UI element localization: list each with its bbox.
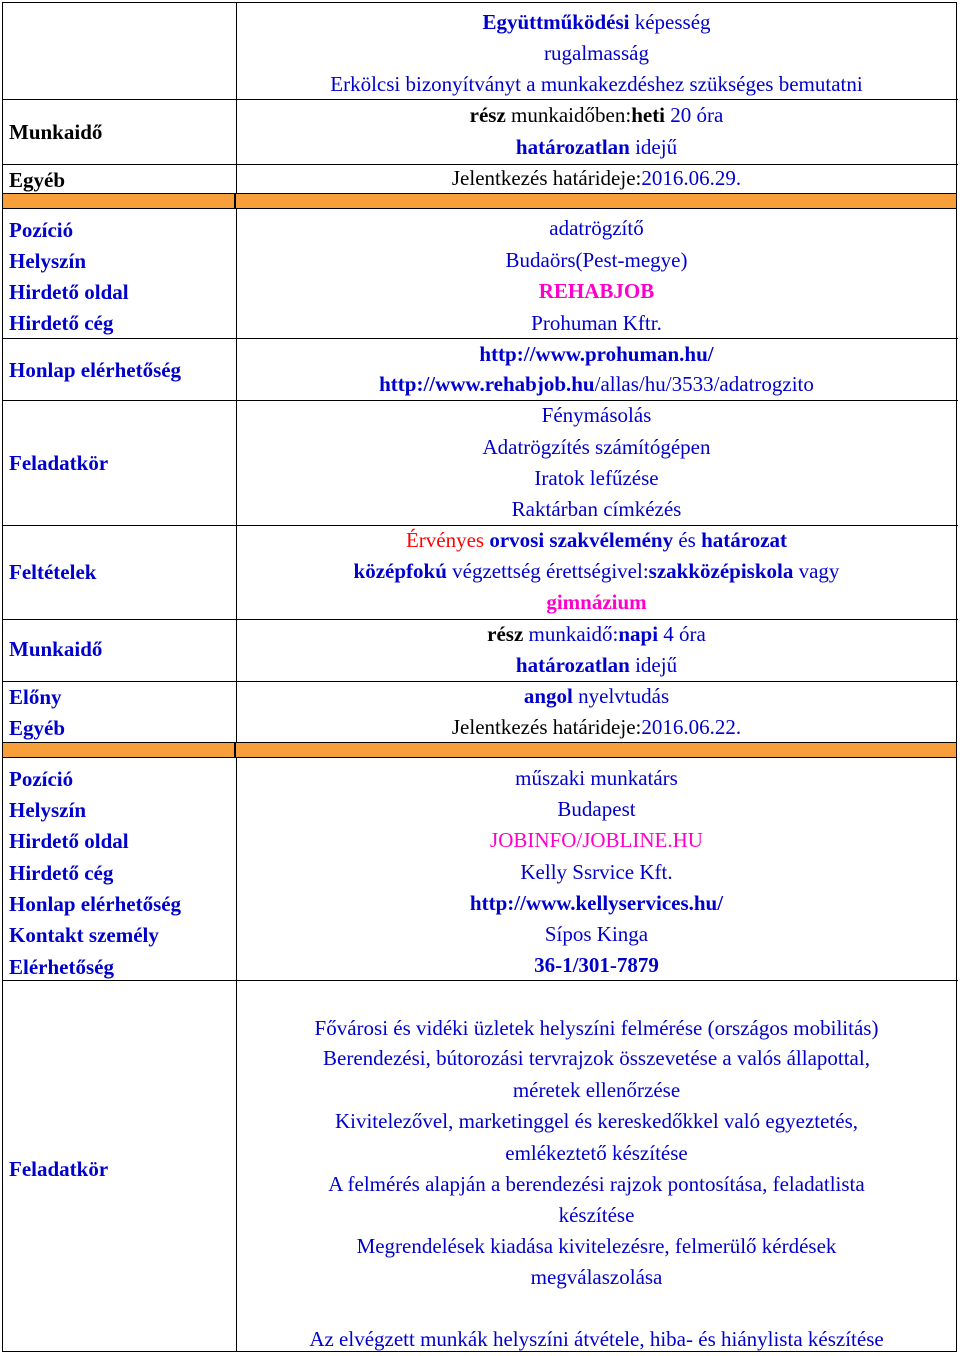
value-line — [237, 72, 956, 96]
value-line — [237, 1141, 956, 1165]
value-line — [237, 435, 956, 459]
text-run: emlékeztető készítése — [505, 1141, 688, 1165]
text-run: http://www.kellyservices.hu/ — [469, 891, 724, 915]
value-line — [237, 891, 956, 915]
label-pozicio: Pozíció — [9, 218, 74, 242]
value-line — [237, 311, 956, 335]
text-run: munkaidőben: — [505, 103, 632, 127]
text-run: határozatlan — [515, 653, 630, 677]
label-egyeb: Egyéb — [9, 168, 66, 192]
text-run: Berendezési, bútorozási tervrajzok összevetése a valós állapottal, — [323, 1046, 870, 1070]
text-run: és — [673, 528, 702, 552]
label-elerhetoseg: Elérhetőség — [9, 955, 114, 979]
value-line — [237, 103, 956, 127]
value-line — [237, 1016, 956, 1040]
text-run: 20 óra — [665, 103, 724, 127]
text-run: angol — [523, 684, 573, 708]
value-line — [237, 653, 956, 677]
value-line — [237, 166, 956, 190]
text-run: szakközépiskola — [648, 559, 794, 583]
value-line — [237, 860, 956, 884]
text-run: Jelentkezés határideje: — [451, 715, 642, 739]
text-run: rész — [469, 103, 506, 127]
value-line — [237, 1046, 956, 1070]
label-elony: Előny — [9, 685, 62, 709]
text-run: 36-1/301-7879 — [534, 953, 659, 977]
label-hirdeto-oldal: Hirdető oldal — [9, 280, 129, 304]
text-run: Együttműködési — [482, 10, 630, 34]
value-line — [237, 766, 956, 790]
text-run: készítése — [558, 1203, 635, 1227]
value-line — [237, 372, 956, 396]
text-run: napi — [618, 622, 659, 646]
label-hirdeto-ceg: Hirdető cég — [9, 861, 114, 885]
text-run: munkaidő: — [523, 622, 619, 646]
value-line — [237, 622, 956, 646]
text-run: Adatrögzítés számítógépen — [482, 435, 711, 459]
row-separator — [3, 338, 958, 339]
text-run: gimnázium — [546, 590, 647, 614]
text-run: Fénymásolás — [541, 403, 652, 427]
text-run: műszaki munkatárs — [515, 766, 678, 790]
value-line — [237, 41, 956, 65]
text-run: Erkölcsi bizonyítványt a munkakezdéshez szükséges bemutatni — [330, 72, 863, 96]
text-run: Sípos Kinga — [544, 922, 649, 946]
section-band — [3, 193, 956, 209]
value-line — [237, 684, 956, 708]
row-separator — [3, 164, 958, 165]
value-line — [237, 1234, 956, 1258]
text-run: heti — [631, 103, 666, 127]
text-run: Budapest — [557, 797, 636, 821]
text-run: rugalmasság — [544, 41, 649, 65]
value-line — [237, 715, 956, 739]
text-run: Érvényes — [405, 528, 485, 552]
text-run: Raktárban címkézés — [511, 497, 682, 521]
label-helyszin: Helyszín — [9, 798, 86, 822]
label-pozicio: Pozíció — [9, 767, 74, 791]
row-separator — [3, 99, 958, 100]
value-line — [237, 135, 956, 159]
text-run: 2016.06.22. — [641, 715, 742, 739]
value-line — [237, 953, 956, 977]
row-separator — [3, 525, 958, 526]
text-run: Kelly Ssrvice Kft. — [520, 860, 673, 884]
text-run: http://www.prohuman.hu/ — [479, 342, 714, 366]
value-line — [237, 1327, 956, 1351]
label-egyeb: Egyéb — [9, 716, 66, 740]
label-kontakt: Kontakt személy — [9, 923, 159, 947]
value-line — [237, 1109, 956, 1133]
label-helyszin: Helyszín — [9, 249, 86, 273]
value-line — [237, 922, 956, 946]
label-honlap: Honlap elérhetőség — [9, 358, 182, 382]
text-run: orvosi szakvélemény — [484, 528, 674, 552]
text-run: adatrögzítő — [549, 216, 644, 240]
row-separator — [3, 681, 958, 682]
value-line — [237, 590, 956, 614]
text-run: 4 óra — [658, 622, 706, 646]
section-band — [3, 742, 956, 758]
text-run: végzettség érettségivel: — [446, 559, 649, 583]
text-run: nyelvtudás — [572, 684, 670, 708]
text-run: 2016.06.29. — [641, 166, 742, 190]
value-line — [237, 1265, 956, 1289]
label-munkaido: Munkaidő — [9, 637, 103, 661]
value-line — [237, 559, 956, 583]
label-feltetelek: Feltételek — [9, 560, 97, 584]
text-run: idejű — [629, 653, 678, 677]
text-run: határozatlan — [515, 135, 630, 159]
text-run: határozat — [701, 528, 788, 552]
row-separator — [3, 400, 958, 401]
job-listings-document — [2, 2, 957, 1352]
value-line — [237, 828, 956, 852]
text-run: Az elvégzett munkák helyszíni átvétele, hiba- és hiánylista készítése — [309, 1327, 884, 1351]
label-feladatkor: Feladatkör — [9, 451, 109, 475]
text-run: idejű — [629, 135, 678, 159]
text-run: méretek ellenőrzése — [512, 1078, 681, 1102]
value-line — [237, 1172, 956, 1196]
value-line — [237, 1078, 956, 1102]
text-run: Iratok lefűzése — [534, 466, 659, 490]
value-line — [237, 528, 956, 552]
value-line — [237, 797, 956, 821]
text-run: Kivitelezővel, marketinggel és kereskedőkkel való egyeztetés, — [334, 1109, 859, 1133]
value-line — [237, 216, 956, 240]
text-run: REHABJOB — [538, 279, 655, 303]
text-run: Fővárosi és vidéki üzletek helyszíni felmérése (országos mobilitás) — [314, 1016, 879, 1040]
text-run: megválaszolása — [530, 1265, 663, 1289]
value-line — [237, 248, 956, 272]
text-run: Prohuman Kftr. — [531, 311, 662, 335]
text-run: középfokú — [353, 559, 447, 583]
label-hirdeto-oldal: Hirdető oldal — [9, 829, 129, 853]
text-run: Budaörs(Pest-megye) — [505, 248, 688, 272]
text-run: A felmérés alapján a berendezési rajzok pontosítása, feladatlista — [328, 1172, 865, 1196]
text-run: rész — [487, 622, 524, 646]
row-separator — [3, 619, 958, 620]
text-run: /allas/hu/3533/adatrogzito — [594, 372, 814, 396]
value-line — [237, 342, 956, 366]
value-line — [237, 10, 956, 34]
value-line — [237, 279, 956, 303]
label-hirdeto-ceg: Hirdető cég — [9, 311, 114, 335]
label-honlap: Honlap elérhetőség — [9, 892, 182, 916]
label-feladatkor: Feladatkör — [9, 1157, 109, 1181]
text-run: http://www.rehabjob.hu — [379, 372, 595, 396]
value-line — [237, 466, 956, 490]
value-line — [237, 1203, 956, 1227]
value-line — [237, 497, 956, 521]
text-run: Jelentkezés határideje: — [451, 166, 642, 190]
label-munkaido: Munkaidő — [9, 120, 103, 144]
text-run: vagy — [793, 559, 840, 583]
text-run: JOBINFO/JOBLINE.HU — [490, 828, 703, 852]
text-run: Megrendelések kiadása kivitelezésre, felmerülő kérdések — [356, 1234, 837, 1258]
value-line — [237, 403, 956, 427]
row-separator — [3, 980, 958, 981]
text-run: képesség — [629, 10, 711, 34]
